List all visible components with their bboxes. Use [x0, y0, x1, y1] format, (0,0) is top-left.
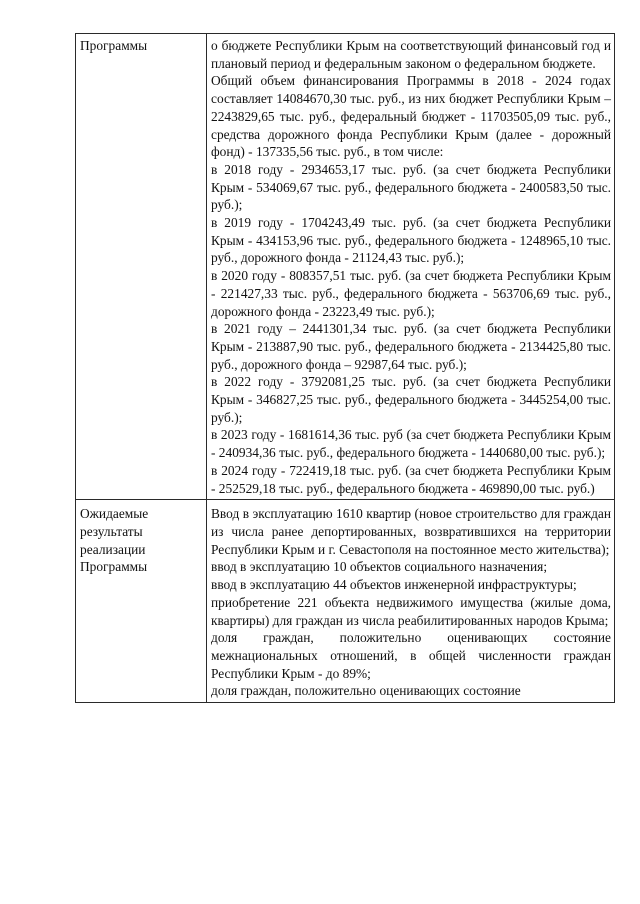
row-label: Ожидаемые результаты реализации Программы [80, 506, 149, 575]
paragraph: Ввод в эксплуатацию 1610 квартир (новое строительство для граждан из числа ранее депортированных, возвратившихся на территории Республики Крым и г. Севастополя на постоянное место жительства); [211, 506, 611, 557]
paragraph: о бюджете Республики Крым на соответствующий финансовый год и плановый период и федеральным законом о федеральном бюджете. [211, 38, 611, 71]
row-label-cell [76, 500, 207, 703]
program-passport-table [75, 33, 615, 703]
row-content-cell [207, 500, 615, 703]
row-content-cell [207, 34, 615, 500]
paragraph: в 2022 году - 3792081,25 тыс. руб. (за счет бюджета Республики Крым - 346827,25 тыс. руб., федерального бюджета - 3445254,00 тыс. руб.); [211, 374, 611, 425]
row-label-cell [76, 34, 207, 500]
paragraph: Общий объем финансирования Программы в 2018 - 2024 годах составляет 14084670,30 тыс. руб., из них бюджет Республики Крым – 2243829,65 тыс. руб., федеральный бюджет - 11703505,09 тыс. руб., средства дорожного фонда Республики Крым (далее - дорожный фонд) - 137335,56 тыс. руб., в том числе: [211, 73, 611, 160]
paragraph: в 2024 году - 722419,18 тыс. руб. (за счет бюджета Республики Крым - 252529,18 тыс. руб., федерального бюджета - 469890,00 тыс. руб.) [211, 462, 611, 496]
paragraph: в 2021 году – 2441301,34 тыс. руб. (за счет бюджета Республики Крым - 213887,90 тыс. руб., федерального бюджета - 2134425,80 тыс. руб., дорожного фонда – 92987,64 тыс. руб.); [211, 321, 611, 372]
row-content [211, 505, 611, 700]
paragraph: ввод в эксплуатацию 10 объектов социального назначения; [211, 559, 548, 575]
row-content [211, 37, 611, 497]
paragraph: доля граждан, положительно оценивающих состояние [211, 683, 521, 699]
paragraph: приобретение 221 объекта недвижимого имущества (жилые дома, квартиры) для граждан из числа реабилитированных народов Крыма; [211, 594, 611, 628]
paragraph: в 2018 году - 2934653,17 тыс. руб. (за счет бюджета Республики Крым - 534069,67 тыс. руб., федерального бюджета - 2400583,50 тыс. руб.); [211, 161, 611, 213]
paragraph: доля граждан, положительно оценивающих состояние межнациональных отношений, в общей численности граждан Республики Крым - до 89%; [211, 630, 611, 681]
paragraph: в 2020 году - 808357,51 тыс. руб. (за счет бюджета Республики Крым - 221427,33 тыс. руб., федерального бюджета - 563706,69 тыс. руб., дорожного фонда - 23223,49 тыс. руб.); [211, 268, 611, 319]
table-row-expected-results [76, 500, 615, 703]
paragraph: ввод в эксплуатацию 44 объектов инженерной инфраструктуры; [211, 577, 577, 593]
row-label: Программы [80, 38, 148, 53]
paragraph: в 2019 году - 1704243,49 тыс. руб. (за счет бюджета Республики Крым - 434153,96 тыс. руб., федерального бюджета - 1248965,10 тыс. руб., дорожного фонда - 21124,43 тыс. руб.); [211, 215, 611, 266]
table-row-financing [76, 34, 615, 500]
paragraph: в 2023 году - 1681614,36 тыс. руб (за счет бюджета Республики Крым - 240934,36 тыс. руб., федерального бюджета - 1440680,00 тыс. руб.); [211, 427, 611, 461]
